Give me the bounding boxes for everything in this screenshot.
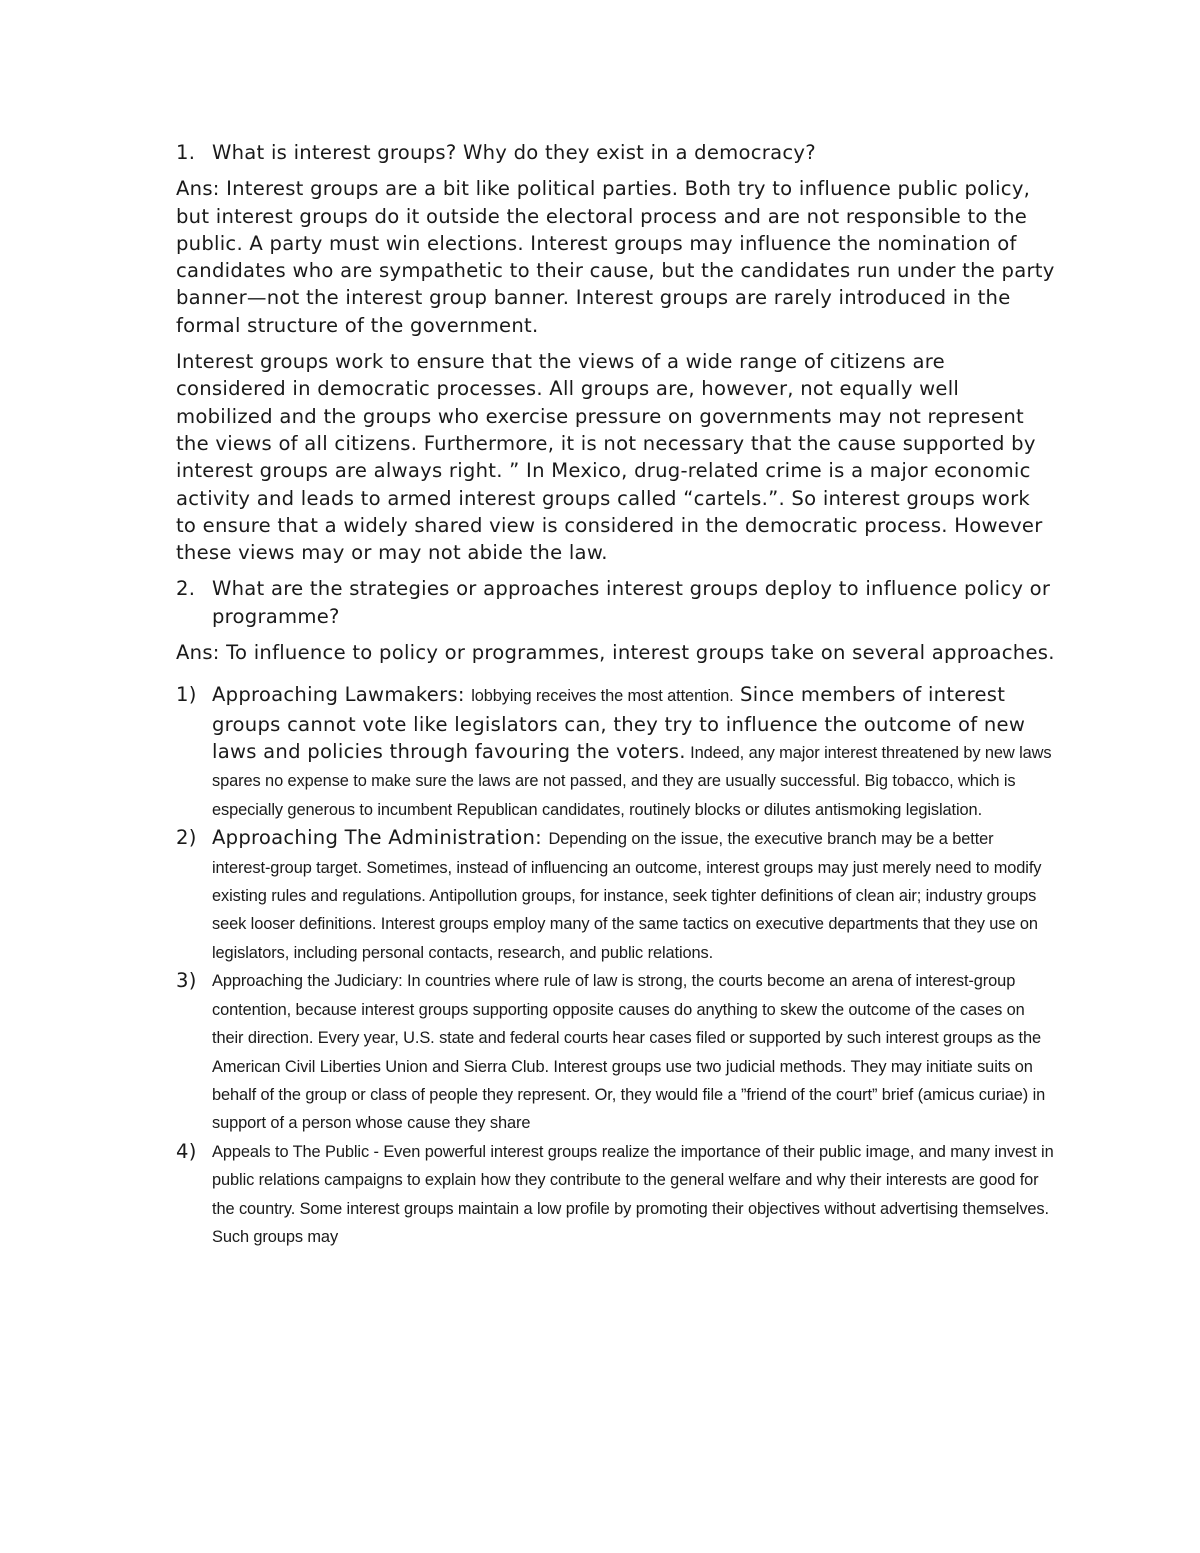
list-item-heading: Approaching Lawmakers: — [212, 683, 472, 707]
question-1-text: What is interest groups? Why do they exist in a democracy? — [212, 141, 816, 164]
list-item-number: 1) — [176, 683, 197, 707]
question-2 — [176, 575, 1056, 630]
list-item-body: Indeed, any major interest threatened by new laws spares no expense to make sure the laws are not passed, and they are usually successful. Big tobacco, which is especially generous to incumbent Republican candidates, routinely blocks or dilutes antismoking legislation. — [212, 744, 1052, 819]
list-item-middle: Since members of interest groups cannot vote like legislators can, they try to influence the outcome of new laws and policies through favouring the voters. — [212, 683, 1026, 764]
list-item-heading: Approaching the Judiciary: — [212, 972, 408, 991]
list-item-public — [176, 1138, 1056, 1252]
list-item-number: 4) — [176, 1139, 197, 1163]
answer-1-paragraph-1: Ans: Interest groups are a bit like political parties. Both try to influence public policy, but interest groups do it outside the electoral process and are not responsible to the public. A party must win elections. Interest groups may influence the nomination of candidates who are sympathetic to their cause, but the candidates run under the party banner—not the interest group banner. Interest groups are rarely introduced in the formal structure of the government. — [176, 177, 1055, 337]
list-item-body: Even powerful interest groups realize the importance of their public image, and many invest in public relations campaigns to explain how they contribute to the general welfare and why their interests are good for the country. Some interest groups maintain a low profile by promoting their objectives without advertising themselves. Such groups may — [212, 1142, 1054, 1246]
list-item-number: 3) — [176, 969, 197, 993]
list-item-heading: Approaching The Administration: — [212, 826, 549, 850]
answer-1-paragraph-2: Interest groups work to ensure that the views of a wide range of citizens are considered in democratic processes. All groups are, however, not equally well mobilized and the groups who exercise pressure on governments may not represent the views of all citizens. Furthermore, it is not necessary that the cause supported by interest groups are always right. ” In Mexico, drug-related crime is a major economic activity and leads to armed interest groups called “cartels.”. So interest groups work to ensure that a widely shared view is considered in the democratic process. However these views may or may not abide the law. — [176, 350, 1043, 565]
document-body — [176, 139, 1056, 1251]
list-item-administration — [176, 824, 1056, 967]
list-item-lead: lobbying receives the most attention. — [471, 687, 734, 706]
question-1 — [176, 139, 1056, 166]
list-item-body: Depending on the issue, the executive branch may be a better interest-group target. Sometimes, instead of influencing an outcome, interest groups may just merely need to modify existing rules and regulations. Antipollution groups, for instance, seek tighter definitions of clean air; industry groups seek looser definitions. Interest groups employ many of the same tactics on executive departments that they use on legislators, including personal contacts, research, and public relations. — [212, 830, 1042, 962]
list-item-body: In countries where rule of law is strong, the courts become an arena of interest-group contention, because interest groups supporting opposite causes do anything to skew the outcome of the cases on their direction. Every year, U.S. state and federal courts hear cases filed or supported by such interest groups as the American Civil Liberties Union and Sierra Club. Interest groups use two judicial methods. They may initiate suits on behalf of the group or class of people they represent. Or, they would file a ”friend of the court” brief (amicus curiae) in support of a person whose cause they share — [212, 972, 1046, 1133]
list-item-number: 2) — [176, 826, 197, 850]
list-item-heading: Appeals to The Public - — [212, 1142, 384, 1161]
list-item-judiciary — [176, 967, 1056, 1137]
list-item-lawmakers — [176, 681, 1056, 824]
question-1-number: 1. — [176, 141, 196, 164]
answer-2-intro: Ans: To influence to policy or programmes, interest groups take on several approaches. — [176, 641, 1055, 665]
question-2-text: What are the strategies or approaches interest groups deploy to influence policy or programme? — [212, 577, 1051, 628]
question-2-number: 2. — [176, 577, 196, 601]
